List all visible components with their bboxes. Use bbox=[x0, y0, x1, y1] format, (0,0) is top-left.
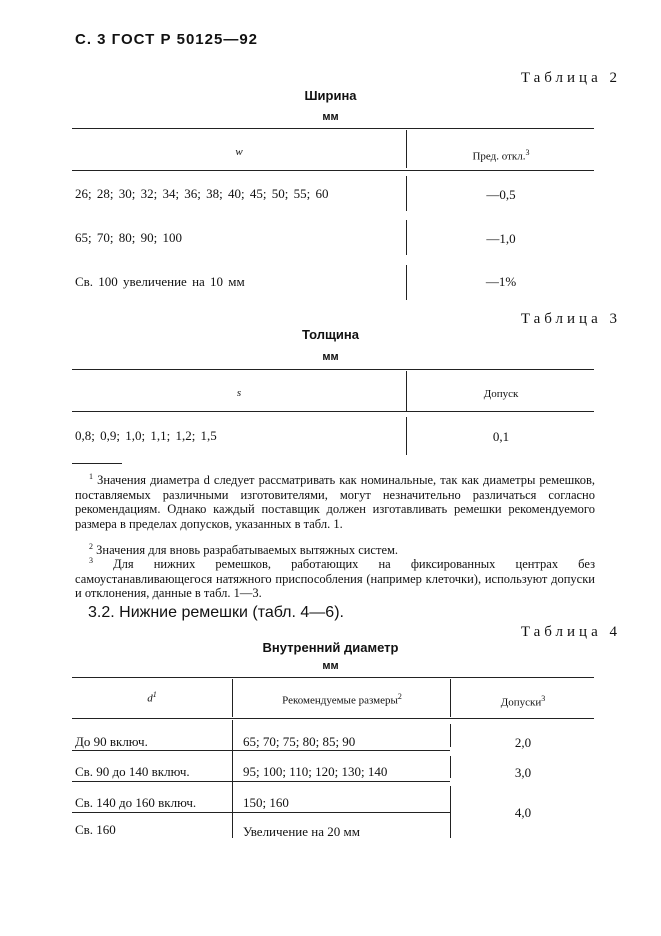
table2-header-dev: Пред. откл.$^3$ bbox=[472, 148, 530, 163]
table2-row2-widths: 65; 70; 80; 90; 100 bbox=[75, 230, 182, 245]
table3-header-s: s bbox=[236, 387, 242, 399]
footnote-3: $^3$ Для нижних ремешков, работающих на фиксированных центрах без самоустанавливающегося натяжного приспособления (например клеточки), используют допуски и отклонения, данные в табл. 1—3. bbox=[75, 556, 596, 601]
table4-row1-rule bbox=[72, 750, 450, 751]
table2-row2-divider bbox=[406, 220, 407, 255]
table2-top-rule bbox=[72, 128, 594, 129]
table4-title: Внутренний диаметр bbox=[262, 640, 399, 655]
table4-row2-sizes: 95; 100; 110; 120; 130; 140 bbox=[243, 764, 388, 779]
table4-row2-rule bbox=[72, 781, 450, 782]
table3-unit: мм bbox=[322, 351, 339, 363]
table3-header-rule bbox=[72, 411, 594, 412]
table4-row4-range: Св. 160 bbox=[75, 822, 116, 837]
table4-header-divider-2 bbox=[450, 679, 451, 717]
table4-row3-range: Св. 140 до 160 включ. bbox=[75, 795, 197, 810]
table3-row1-tol: 0,1 bbox=[492, 429, 510, 444]
table4-row1-tol: 2,0 bbox=[514, 735, 532, 750]
table4-header-tol: Допуски$^3$ bbox=[500, 694, 546, 709]
table2-row3-dev: —1% bbox=[485, 274, 517, 289]
table2-title: Ширина bbox=[304, 88, 357, 103]
footnote-2: $^2$ Значения для вновь разрабатываемых вытяжных систем. bbox=[89, 542, 399, 558]
table4-row1-sizes: 65; 70; 75; 80; 85; 90 bbox=[243, 734, 356, 749]
footnote-1: $^1$ Значения диаметра d следует рассматривать как номинальные, так как диаметры ремешков, поставляемых различными изготовителями, могут незначительно различаться согласно рекомендациям. Однако каждый поставщик должен изготавливать ремешки рекомендуемого размера в пределах допусков, указанных в табл. 1. bbox=[75, 472, 595, 531]
table4-row34-divider-2 bbox=[450, 786, 451, 838]
table2-header-rule bbox=[72, 170, 594, 171]
table4-row2-range: Св. 90 до 140 включ. bbox=[75, 764, 190, 779]
table4-label: Таблица 4 bbox=[520, 624, 621, 640]
table4-unit: мм bbox=[322, 660, 339, 672]
table4-header-sizes: Рекомендуемые размеры$^2$ bbox=[282, 692, 402, 707]
table3-row1-values: 0,8; 0,9; 1,0; 1,1; 1,2; 1,5 bbox=[75, 428, 217, 443]
table4-col-divider-1 bbox=[232, 720, 233, 838]
table3-top-rule bbox=[72, 369, 594, 370]
table4-header-rule bbox=[72, 718, 594, 719]
footnote-rule bbox=[72, 463, 122, 464]
table4-row1-divider-2 bbox=[450, 724, 451, 747]
table2-header-w: w bbox=[235, 146, 243, 158]
table2-row1-widths: 26; 28; 30; 32; 34; 36; 38; 40; 45; 50; 55; 60 bbox=[75, 186, 329, 201]
table2-unit: мм bbox=[322, 111, 339, 123]
table4-row34-tol: 4,0 bbox=[514, 805, 532, 820]
table2-row3-divider bbox=[406, 265, 407, 300]
table3-header-tol: Допуск bbox=[483, 388, 519, 400]
table4-header-d: $d^1$ bbox=[147, 690, 157, 705]
table3-title: Толщина bbox=[301, 327, 360, 342]
table2-col-divider bbox=[406, 130, 407, 168]
table4-top-rule bbox=[72, 677, 594, 678]
table3-row1-divider bbox=[406, 417, 407, 455]
table4-row2-tol: 3,0 bbox=[514, 765, 532, 780]
table4-row3-rule bbox=[72, 812, 450, 813]
table4-row4-sizes: Увеличение на 20 мм bbox=[243, 824, 360, 839]
table2-row2-dev: —1,0 bbox=[486, 231, 516, 246]
page-header: С. 3 ГОСТ Р 50125—92 bbox=[75, 31, 259, 48]
table4-header-divider-1 bbox=[232, 679, 233, 717]
table2-row1-divider bbox=[406, 176, 407, 211]
table2-row3-widths: Св. 100 увеличение на 10 мм bbox=[75, 274, 245, 289]
table3-col-divider bbox=[406, 371, 407, 411]
table4-row3-sizes: 150; 160 bbox=[243, 795, 289, 810]
section-heading: 3.2. Нижние ремешки (табл. 4—6). bbox=[88, 604, 344, 621]
table3-label: Таблица 3 bbox=[520, 311, 621, 327]
table4-row1-range: До 90 включ. bbox=[75, 734, 148, 749]
table2-label: Таблица 2 bbox=[520, 70, 621, 86]
table4-row2-divider-2 bbox=[450, 756, 451, 778]
table2-row1-dev: —0,5 bbox=[486, 187, 516, 202]
